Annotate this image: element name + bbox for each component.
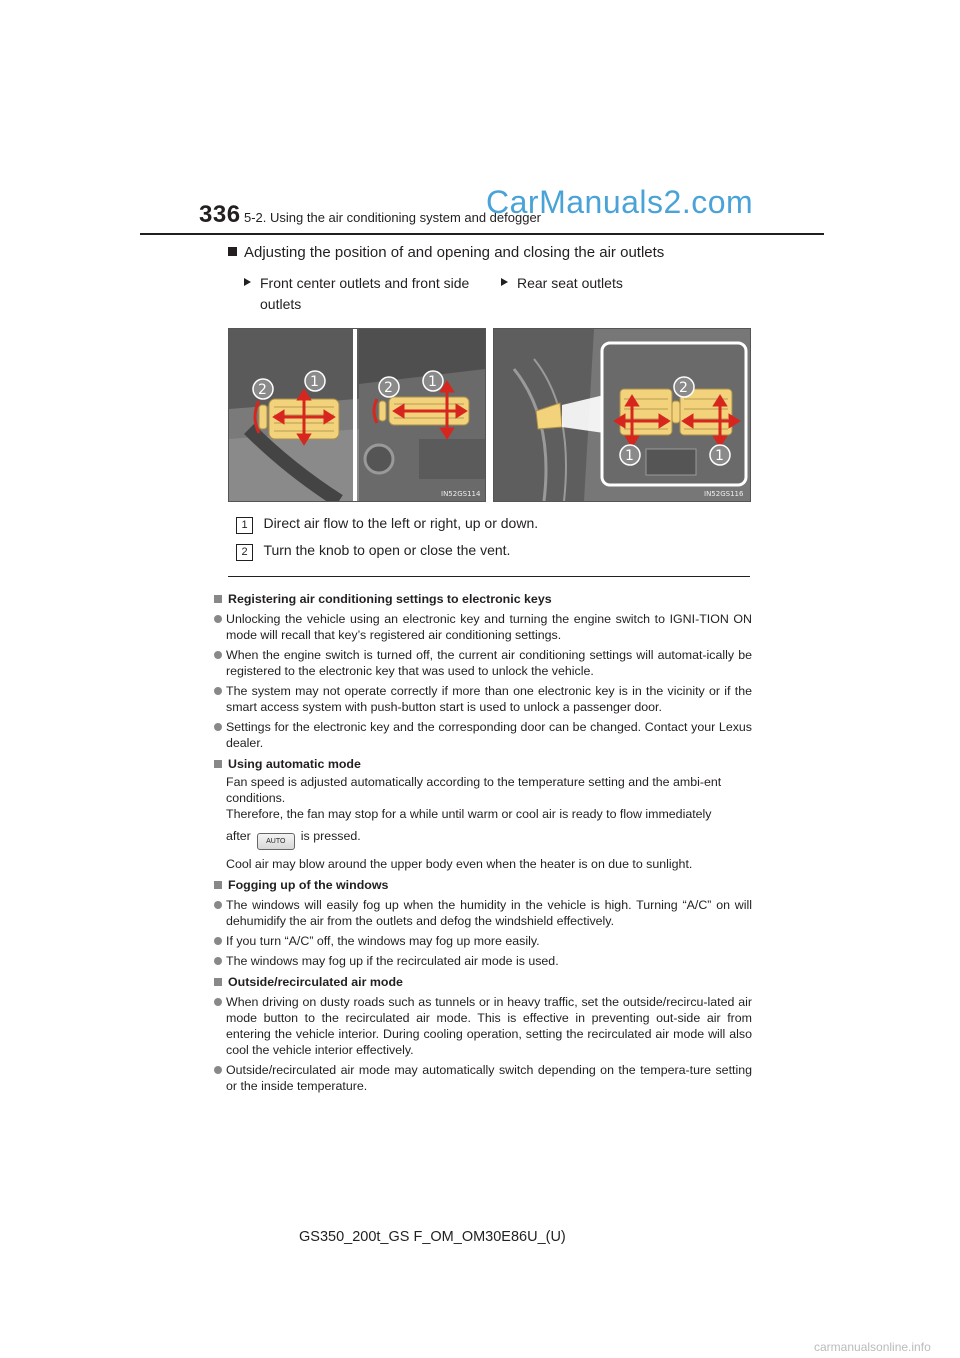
note-paragraph: Cool air may blow around the upper body even when the heater is on due to sunlight. bbox=[226, 857, 693, 871]
note-bullet-text: When driving on dusty roads such as tunnels or in heavy traffic, set the outside/recircu-lated air mode button to the recirculated air mode. This is effective in preventing out-side air from entering the vehicle interior. During cooling operation, setting the recirculated air mode will also cool the vehicle interior effectively. bbox=[226, 995, 752, 1057]
note-heading-text: Using automatic mode bbox=[228, 757, 361, 771]
note-bullet-text: Outside/recirculated air mode may automatically switch depending on the tempera-ture setting or the inside temperature. bbox=[226, 1063, 752, 1093]
square-bullet-icon bbox=[214, 881, 222, 889]
note-heading bbox=[214, 756, 752, 772]
bullet-dot-icon bbox=[214, 687, 222, 695]
bullet-dot-icon bbox=[214, 937, 222, 945]
header-rule bbox=[140, 233, 824, 235]
note-bullet-text: Settings for the electronic key and the corresponding door can be changed. Contact your Lexus dealer. bbox=[226, 720, 752, 750]
bullet-dot-icon bbox=[214, 615, 222, 623]
note-paragraph bbox=[214, 828, 752, 850]
note-heading-text: Registering air conditioning settings to electronic keys bbox=[228, 592, 552, 606]
bullet-dot-icon bbox=[214, 957, 222, 965]
callout-1-rear-right: 1 bbox=[715, 448, 724, 464]
auto-button-icon: AUTO bbox=[257, 833, 295, 850]
square-bullet-icon bbox=[214, 760, 222, 768]
callout-2-rear: 2 bbox=[679, 380, 688, 396]
notes-section bbox=[214, 586, 752, 1094]
right-image-code: IN52GS116 bbox=[704, 490, 744, 498]
note-text: is pressed. bbox=[300, 829, 361, 843]
bullet-dot-icon bbox=[214, 1066, 222, 1074]
square-bullet-icon bbox=[228, 247, 237, 256]
note-bullet-text: The windows may fog up if the recirculated air mode is used. bbox=[226, 954, 559, 968]
square-bullet-icon bbox=[214, 978, 222, 986]
sub-heading-text: Adjusting the position of and opening and closing the air outlets bbox=[244, 244, 665, 261]
page-number: 336 bbox=[199, 201, 241, 228]
note-heading bbox=[214, 591, 752, 607]
callout-1-center: 1 bbox=[428, 374, 437, 390]
rear-outlets-photo bbox=[493, 328, 751, 502]
note-bullet bbox=[214, 1062, 752, 1094]
note-paragraph: Therefore, the fan may stop for a while until warm or cool air is ready to flow immediately bbox=[226, 807, 712, 821]
callout-2-center: 2 bbox=[384, 380, 393, 396]
note-bullet bbox=[214, 719, 752, 751]
legend-num-1: 1 bbox=[236, 517, 253, 534]
notes-divider bbox=[228, 576, 750, 577]
note-bullet-text: Unlocking the vehicle using an electronic key and turning the engine switch to IGNI-TION ON mode will recall that key’s registered air conditioning settings. bbox=[226, 612, 752, 642]
note-bullet bbox=[214, 683, 752, 715]
callout-1-rear-left: 1 bbox=[625, 448, 634, 464]
sub-heading bbox=[228, 244, 664, 261]
footer-doc-code: GS350_200t_GS F_OM_OM30E86U_(U) bbox=[299, 1229, 566, 1245]
triangle-bullet-icon bbox=[501, 278, 508, 286]
legend-item-2 bbox=[236, 542, 510, 561]
bullet-dot-icon bbox=[214, 651, 222, 659]
note-heading bbox=[214, 877, 752, 893]
legend-text-2: Turn the knob to open or close the vent. bbox=[263, 542, 511, 558]
note-text: after bbox=[226, 829, 251, 843]
right-label-text: Rear seat outlets bbox=[517, 275, 623, 291]
note-bullet bbox=[214, 647, 752, 679]
bullet-dot-icon bbox=[214, 998, 222, 1006]
note-bullet-text: If you turn “A/C” off, the windows may fog up more easily. bbox=[226, 934, 540, 948]
bullet-dot-icon bbox=[214, 901, 222, 909]
left-column-label bbox=[244, 273, 469, 315]
note-bullet-text: The windows will easily fog up when the humidity in the vehicle is high. Turning “A/C” on will dehumidify the air from the outlets and defog the windshield effectively. bbox=[226, 898, 752, 928]
legend-item-1 bbox=[236, 515, 538, 534]
right-column-label bbox=[501, 273, 623, 294]
left-label-line1: Front center outlets and front side bbox=[260, 275, 470, 291]
note-bullet bbox=[214, 994, 752, 1058]
callout-2-left: 2 bbox=[258, 382, 267, 398]
note-heading-text: Outside/recirculated air mode bbox=[228, 975, 403, 989]
square-bullet-icon bbox=[214, 595, 222, 603]
bullet-dot-icon bbox=[214, 723, 222, 731]
note-paragraph: Fan speed is adjusted automatically according to the temperature setting and the ambi-ent conditions. bbox=[226, 775, 722, 805]
section-title: 5-2. Using the air conditioning system and defogger bbox=[244, 210, 542, 225]
note-bullet bbox=[214, 611, 752, 643]
front-outlets-photo bbox=[228, 328, 486, 502]
note-bullet-text: When the engine switch is turned off, the current air conditioning settings will automat-ically be registered to the electronic key that was used to unlock the vehicle. bbox=[226, 648, 752, 678]
note-heading-text: Fogging up of the windows bbox=[228, 878, 389, 892]
legend-text-1: Direct air flow to the left or right, up or down. bbox=[263, 515, 539, 531]
left-image-code: IN52GS114 bbox=[441, 490, 481, 498]
triangle-bullet-icon bbox=[244, 278, 251, 286]
note-bullet bbox=[214, 897, 752, 929]
left-label-line2: outlets bbox=[260, 296, 302, 312]
watermark-top: CarManuals2.com bbox=[486, 184, 754, 220]
note-bullet bbox=[214, 953, 752, 969]
watermark-bottom: carmanualsonline.info bbox=[814, 1340, 931, 1354]
callout-1-left: 1 bbox=[310, 374, 319, 390]
note-heading bbox=[214, 974, 752, 990]
legend-num-2: 2 bbox=[236, 544, 253, 561]
note-bullet bbox=[214, 933, 752, 949]
note-bullet-text: The system may not operate correctly if more than one electronic key is in the vicinity or if the smart access system with push-button start is used to unlock a passenger door. bbox=[226, 684, 752, 714]
